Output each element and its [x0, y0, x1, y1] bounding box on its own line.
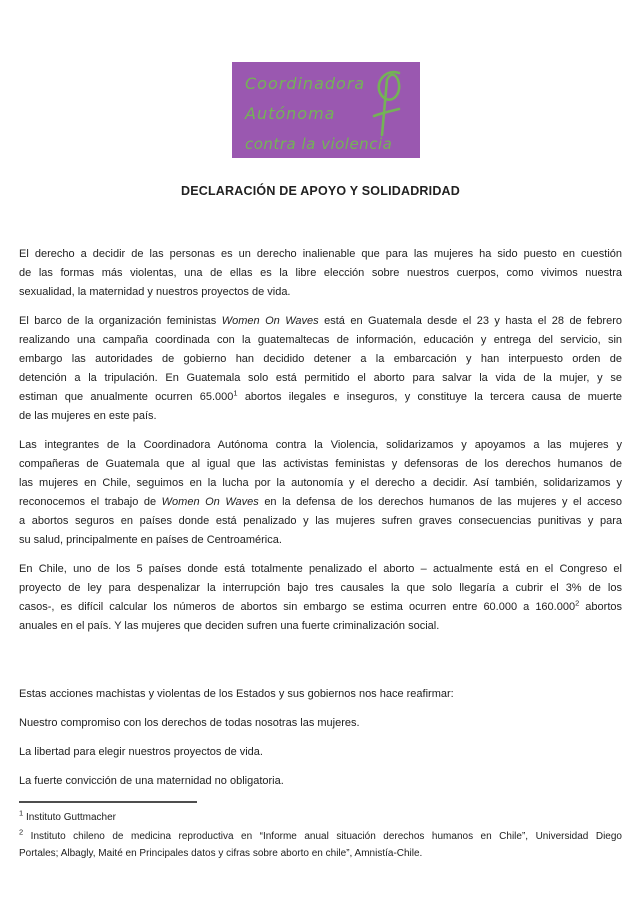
text-line: La fuerte convicción de una maternidad no obligatoria. [19, 775, 284, 787]
document-body [19, 245, 622, 791]
text-line: $^2$ Instituto chileno de medicina reproductiva en “Informe anual situación derechos humanos en Chile”, Universidad Diego [19, 827, 622, 842]
logo-text-line: Coordinadora [245, 74, 366, 93]
paragraph [19, 743, 622, 762]
paragraph [19, 685, 622, 704]
logo [232, 62, 420, 158]
document-content [19, 185, 622, 864]
text-line: sexualidad, la maternidad y nuestros proyectos de vida. [19, 286, 291, 298]
paragraph [19, 312, 622, 426]
document-title: DECLARACIÓN DE APOYO Y SOLIDADRIDAD [180, 184, 460, 198]
footnote [19, 828, 622, 862]
text-line: a abortos seguros en países donde está penalizado y las mujeres sufren graves consecuencias punitivas y para [19, 515, 622, 527]
logo-text-line: contra la violencia [245, 135, 393, 153]
text-line: anuales en el país. Y las mujeres que deciden sufren una fuerte criminalización social. [19, 620, 440, 632]
text-line: El derecho a decidir de las personas es un derecho inalienable que para las mujeres ha sido puesto en cuestión [19, 248, 622, 260]
text-line: su salud, principalmente en países de Centroamérica. [19, 534, 282, 546]
logo-text-line: Autónoma [245, 104, 336, 123]
footnote-separator [19, 801, 197, 803]
text-line: $^1$ Instituto Guttmacher [19, 808, 116, 823]
text-line: En Chile, uno de los 5 países donde está totalmente penalizado el aborto – actualmente está en el Congreso el [19, 563, 622, 575]
text-line: Portales; Albagly, Maité en Principales datos y cifras sobre aborto en chile”, Amnistía-Chile. [19, 848, 423, 859]
text-line: Estas acciones machistas y violentas de los Estados y sus gobiernos nos hace reafirmar: [19, 688, 454, 700]
female-symbol-icon [370, 67, 406, 143]
paragraph-gap [19, 646, 622, 685]
text-line: reconocemos el trabajo de Women On Waves en la defensa de los derechos humanos de las mujeres y el acceso [19, 496, 622, 508]
text-line: detención a la tripulación. En Guatemala solo está permitido el aborto para salvar la vida de la mujer, y se [19, 372, 622, 384]
paragraph [19, 560, 622, 636]
text-line: Las integrantes de la Coordinadora Autónoma contra la Violencia, solidarizamos y apoyamos a las mujeres y [19, 439, 622, 451]
footnote [19, 809, 622, 826]
paragraph [19, 772, 622, 791]
text-line: proyecto de ley para despenalizar la interrupción bajo tres causales la que solo llegaría a cubrir el 3% de los [19, 582, 622, 594]
text-line: realizando una campaña coordinada con la guatemaltecas de información, educación y entrega del servicio, sin [19, 334, 622, 346]
paragraph [19, 436, 622, 550]
text-line: estiman que anualmente ocurren 65.000$^1$ abortos ilegales e inseguros, y constituye la tercera causa de muerte [19, 388, 622, 403]
text-line: compañeras de Guatemala que al igual que las activistas feministas y defensoras de los derechos humanos de [19, 458, 622, 470]
paragraph [19, 245, 622, 302]
text-line: embargo las autoridades de gobierno han decidido detener a la embarcación y han interpuesto orden de [19, 353, 622, 365]
text-line: La libertad para elegir nuestros proyectos de vida. [19, 746, 263, 758]
text-line: de las formas más violentas, una de ellas es la libre elección sobre nuestros cuerpos, como vivimos nuestra [19, 267, 622, 279]
footnotes-section [19, 809, 622, 862]
text-line: casos-, es difícil calcular los números de abortos sin embargo se estima ocurren entre 60.000 a 160.000$^2$ abortos [19, 598, 622, 613]
paragraph [19, 714, 622, 733]
text-line: El barco de la organización feministas Women On Waves está en Guatemala desde el 23 y hasta el 28 de febrero [19, 315, 622, 327]
text-line: Nuestro compromiso con los derechos de todas nosotras las mujeres. [19, 717, 360, 729]
text-line: las mujeres en Chile, seguimos en la lucha por la autonomía y el derecho a decidir. Así también, solidarizamos y [19, 477, 622, 489]
text-line: de las mujeres en este país. [19, 410, 157, 422]
